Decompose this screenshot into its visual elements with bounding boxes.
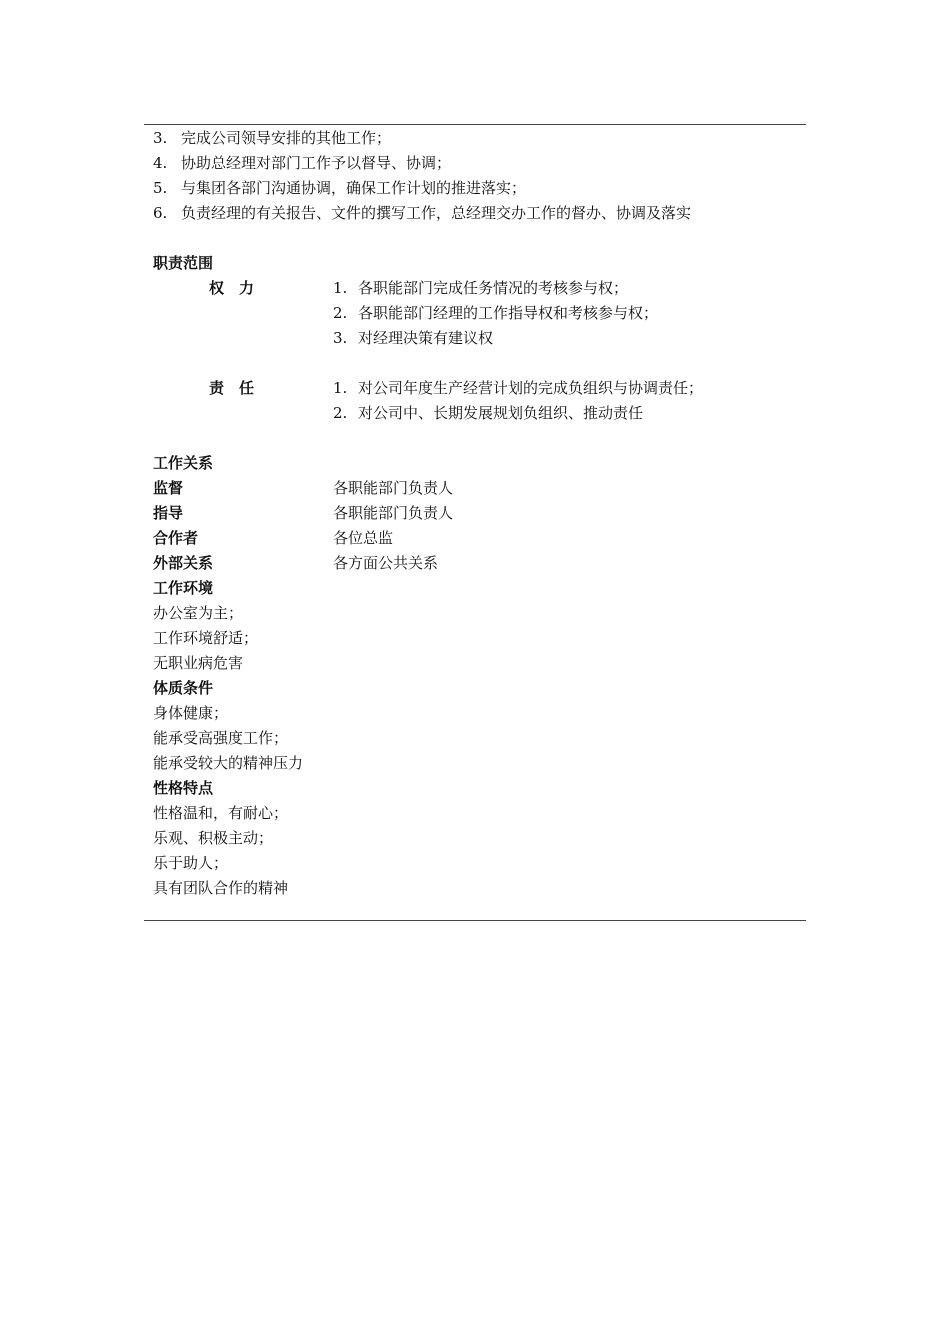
duty-item [153, 178, 526, 198]
responsibility-number: 2. [333, 404, 348, 422]
power-number: 1. [333, 279, 348, 297]
scope-heading: 职责范围 [153, 254, 214, 272]
duty-text: 完成公司领导安排的其他工作； [181, 129, 392, 147]
power-item [333, 278, 628, 298]
personality-line: 性格温和，有耐心； [153, 804, 289, 822]
power-number: 3. [333, 329, 348, 347]
power-text: 各职能部门完成任务情况的考核参与权； [358, 279, 629, 297]
power-number: 2. [333, 304, 348, 322]
duty-text: 负责经理的有关报告、文件的撰写工作，总经理交办工作的督办、协调及落实 [181, 204, 692, 222]
power-item [333, 328, 493, 348]
duty-number: 6. [153, 204, 168, 222]
relation-value: 各方面公共关系 [333, 554, 439, 572]
environment-line: 工作环境舒适； [153, 629, 259, 647]
duty-item [153, 128, 391, 148]
personality-line: 乐观、积极主动； [153, 829, 274, 847]
relation-label: 外部关系 [153, 554, 214, 572]
duty-text: 协助总经理对部门工作予以督导、协调； [181, 154, 452, 172]
environment-line: 无职业病危害 [153, 654, 244, 672]
relation-label: 监督 [153, 479, 184, 497]
power-text: 各职能部门经理的工作指导权和考核参与权； [358, 304, 659, 322]
duty-item [153, 153, 451, 173]
duty-number: 5. [153, 179, 168, 197]
bottom-rule [144, 920, 806, 921]
personality-line: 乐于助人； [153, 854, 229, 872]
duty-number: 4. [153, 154, 168, 172]
relation-label: 指导 [153, 504, 184, 522]
physical-heading: 体质条件 [153, 679, 214, 697]
relation-value: 各职能部门负责人 [333, 479, 454, 497]
environment-line: 办公室为主； [153, 604, 244, 622]
responsibility-item [333, 403, 643, 423]
personality-line: 具有团队合作的精神 [153, 879, 289, 897]
power-text: 对经理决策有建议权 [358, 329, 494, 347]
responsibility-number: 1. [333, 379, 348, 397]
responsibility-item [333, 378, 703, 398]
top-rule [144, 124, 806, 125]
duty-number: 3. [153, 129, 168, 147]
power-item [333, 303, 658, 323]
environment-heading: 工作环境 [153, 579, 214, 597]
physical-line: 能承受较大的精神压力 [153, 754, 304, 772]
responsibility-text: 对公司年度生产经营计划的完成负组织与协调责任； [358, 379, 704, 397]
personality-heading: 性格特点 [153, 779, 214, 797]
duty-text: 与集团各部门沟通协调，确保工作计划的推进落实； [181, 179, 527, 197]
relation-value: 各职能部门负责人 [333, 504, 454, 522]
responsibility-label: 责 任 [209, 379, 255, 397]
responsibility-text: 对公司中、长期发展规划负组织、推动责任 [358, 404, 644, 422]
duty-item [153, 203, 691, 223]
relations-heading: 工作关系 [153, 454, 214, 472]
relation-label: 合作者 [153, 529, 199, 547]
physical-line: 能承受高强度工作； [153, 729, 289, 747]
relation-value: 各位总监 [333, 529, 394, 547]
physical-line: 身体健康； [153, 704, 229, 722]
power-label: 权 力 [209, 279, 255, 297]
